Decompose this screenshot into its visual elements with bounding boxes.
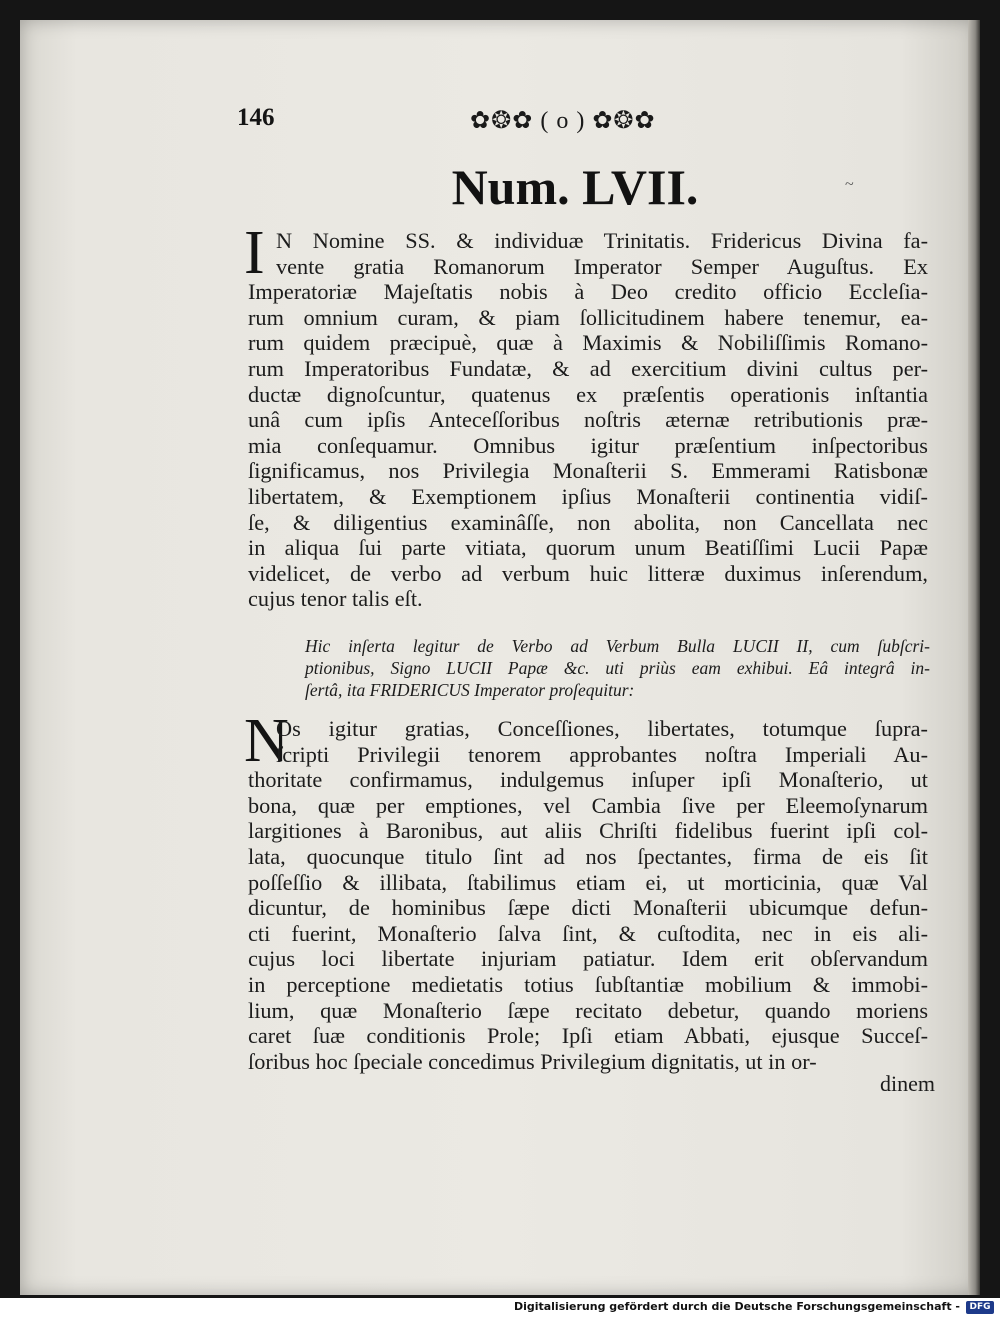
ink-mark: ~ <box>845 176 854 193</box>
text-line: cujus tenor talis eſt. <box>248 586 423 612</box>
text-line: mia conſequamur. Omnibus igitur præſentium inſpectoribus <box>248 432 928 458</box>
text-line: Hic inſerta legitur de Verbo ad Verbum Bulla LUCII II, cum ſubſcri- <box>305 636 930 656</box>
insertion-note <box>305 635 930 701</box>
text-line: ductæ dignoſcuntur, quatenus ex præſentis operationis inſtantia <box>248 381 928 407</box>
text-line: videlicet, de verbo ad verbum huic litteræ duximus inſerendum, <box>248 560 928 586</box>
text-line: poſſeſſio & illibata, ſtabilimus etiam ei, ut morticinia, quæ Val <box>248 869 928 895</box>
text-line: ſoribus hoc ſpeciale concedimus Privilegium dignitatis, ut in or- <box>248 1048 817 1074</box>
text-line: Imperatoriæ Majeſtatis nobis à Deo credito officio Eccleſia- <box>248 279 928 305</box>
text-line: unâ cum ipſis Anteceſſoribus noſtris æternæ retributionis præ- <box>248 407 928 433</box>
main-paragraph-charter <box>248 228 928 612</box>
text-line: Os igitur gratias, Conceſſiones, libertates, totumque ſupra- <box>276 716 928 741</box>
main-paragraph-confirmation <box>248 716 928 1074</box>
text-line: ſignificamus, nos Privilegia Monaſterii S. Emmerami Ratisbonæ <box>248 458 928 484</box>
text-line: lium, quæ Monaſterio ſæpe recitato debetur, quando moriens <box>248 997 928 1023</box>
running-head <box>237 104 697 138</box>
text-line: libertatem, & Exemptionem ipſius Monaſterii continentia vidiſ- <box>248 483 928 509</box>
text-line: thoritate confirmamus, indulgemus inſuper ipſi Monaſterio, ut <box>248 767 928 793</box>
dfg-logo: DFG <box>966 1301 994 1314</box>
text-line: caret ſuæ conditionis Prole; Ipſi etiam Abbati, ejusque Succeſ- <box>248 1023 928 1049</box>
text-line: ſcripti Privilegii tenorem approbantes noſtra Imperiali Au- <box>276 741 928 767</box>
text-line: in perceptione medietatis totius ſubſtantiæ mobilium & immobi- <box>248 971 928 997</box>
text-line: ptionibus, Signo LUCII Papæ &c. uti priùs eam exhibui. Eâ integrâ in- <box>305 658 930 678</box>
text-line: cti fuerint, Monaſterio ſalva ſint, & cuſtodita, nec in eis ali- <box>248 920 928 946</box>
text-line: vente gratia Romanorum Imperator Semper Auguſtus. Ex <box>276 253 928 279</box>
text-line: dicuntur, de hominibus ſæpe dicti Monaſterii ubicumque defun- <box>248 895 928 921</box>
text-line: lata, quocunque titulo ſint ad nos ſpectantes, firma de eis ſit <box>248 843 928 869</box>
text-line: ſertâ, ita FRIDERICUS Imperator proſequitur: <box>305 680 635 700</box>
header-ornament: ✿❂✿ ( o ) ✿❂✿ <box>470 108 656 134</box>
text-line: largitiones à Baronibus, aut aliis Chriſti fidelibus fuerint ipſi col- <box>248 818 928 844</box>
footer-bar <box>0 1298 1000 1318</box>
drop-cap-initial: N <box>244 707 289 775</box>
drop-cap-initial: I <box>244 219 265 287</box>
funding-credit: Digitalisierung gefördert durch die Deutsche Forschungsgemeinschaft - <box>513 1300 960 1313</box>
text-line: cujus loci libertate injuriam patiatur. Idem erit obſervandum <box>248 946 928 972</box>
text-line: ſe, & diligentius examinâſſe, non abolita, non Cancellata nec <box>248 509 928 535</box>
document-number-title: Num. LVII. <box>451 159 699 215</box>
text-line: bona, quæ per emptiones, vel Cambia ſive per Eleemoſynarum <box>248 792 928 818</box>
text-line: in aliqua ſui parte vitiata, quorum unum Beatiſſimi Lucii Papæ <box>248 535 928 561</box>
catchword: dinem <box>880 1071 935 1096</box>
text-line: rum quidem præcipuè, quæ à Maximis & Nobiliſſimis Romano- <box>248 330 928 356</box>
text-line: N Nomine SS. & individuæ Trinitatis. Fridericus Divina fa- <box>276 228 928 253</box>
text-line: rum Imperatoribus Fundatæ, & ad exercitium divini cultus per- <box>248 355 928 381</box>
page-number: 146 <box>237 104 275 131</box>
text-line: rum omnium curam, & piam ſollicitudinem habere tenemur, ea- <box>248 304 928 330</box>
